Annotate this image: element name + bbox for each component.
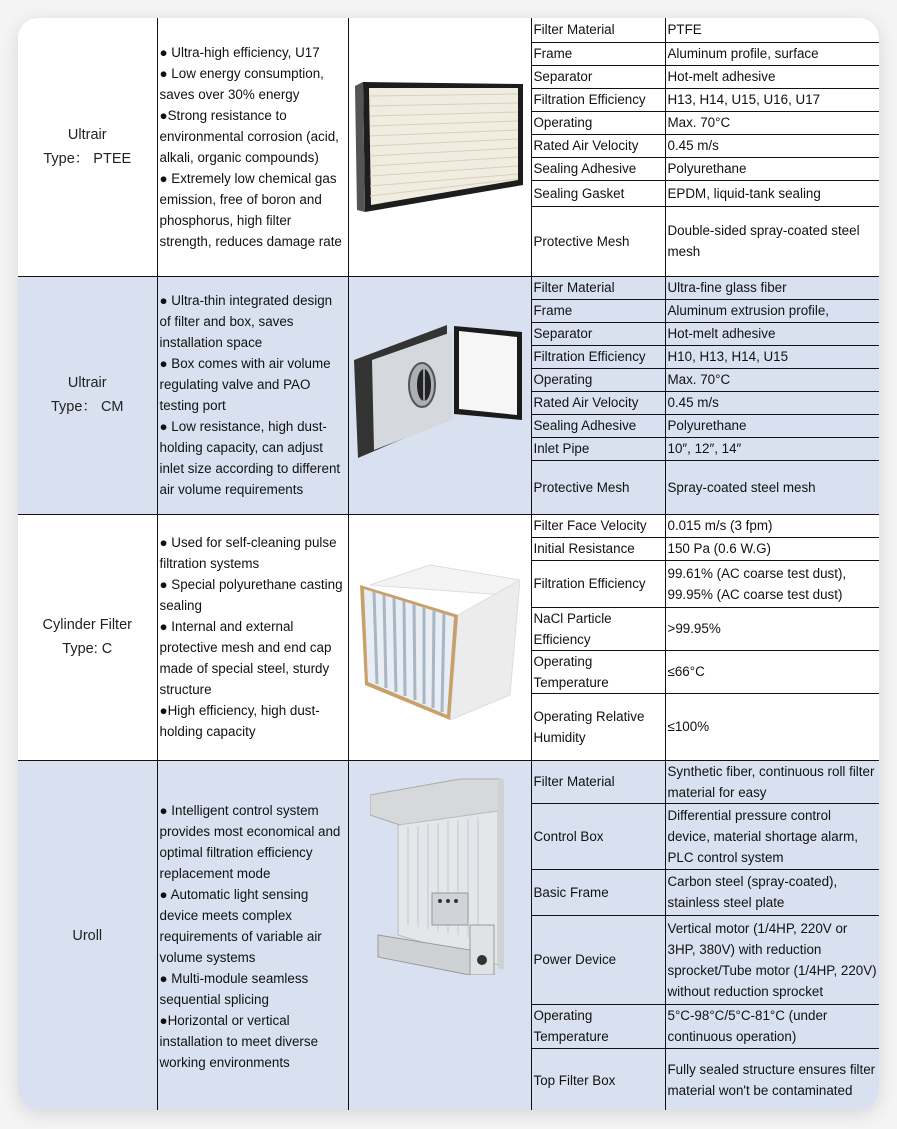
product-name-cell [18, 514, 157, 760]
spec-label: Control Box [531, 803, 665, 869]
spec-label: Operating Temperature [531, 650, 665, 693]
product-name: Ultrair [67, 375, 107, 391]
spec-label: Operating Relative Humidity [531, 693, 665, 760]
spec-value: Spray-coated steel mesh [665, 460, 879, 514]
spec-label: Rated Air Velocity [531, 134, 665, 157]
feature-item: ● Intelligent control system provides most economical and optimal filtration efficiency replacement mode [159, 802, 341, 881]
panel-filter-icon [355, 82, 525, 212]
product-name-cell [18, 276, 157, 514]
feature-item: ●High efficiency, high dust-holding capacity [159, 703, 320, 739]
features-cell [157, 276, 348, 514]
roll-filter-icon [370, 775, 510, 975]
spec-label: Separator [531, 65, 665, 88]
feature-item: ● Used for self-cleaning pulse filtration systems [159, 535, 337, 571]
hepa-panel-filter-image [348, 18, 531, 276]
feature-item: ● Special polyurethane casting sealing [159, 577, 343, 613]
spec-value: Fully sealed structure ensures filter material won't be contaminated [665, 1048, 879, 1110]
roll-filter-unit-image [348, 760, 531, 1110]
feature-item: ● Low resistance, high dust-holding capacity, can adjust inlet size according to different air volume requirements [159, 419, 341, 497]
spec-value: H13, H14, U15, U16, U17 [665, 88, 879, 111]
feature-item: ● Box comes with air volume regulating valve and PAO testing port [159, 356, 331, 413]
spec-value: Synthetic fiber, continuous roll filter material for easy [665, 760, 879, 803]
features-cell [157, 514, 348, 760]
spec-value: 10″, 12″, 14″ [665, 437, 879, 460]
spec-label: Basic Frame [531, 869, 665, 915]
product-type: Type： CM [50, 399, 124, 415]
spec-value: Polyurethane [665, 414, 879, 437]
feature-item: ● Extremely low chemical gas emission, free of boron and phosphorus, high filter strength, reduces damage rate [159, 170, 342, 249]
filter-box-with-valve-image [348, 276, 531, 514]
spec-value: ≤66°C [665, 650, 879, 693]
spec-label: Operating [531, 368, 665, 391]
spec-value: Max. 70°C [665, 111, 879, 134]
spec-label: Filter Material [531, 18, 665, 42]
feature-item: ● Low energy consumption, saves over 30% energy [159, 65, 324, 102]
spec-value: 0.015 m/s (3 fpm) [665, 514, 879, 537]
spec-value: H10, H13, H14, U15 [665, 345, 879, 368]
spec-label: Top Filter Box [531, 1048, 665, 1110]
spec-value: Hot-melt adhesive [665, 65, 879, 88]
spec-value: Ultra-fine glass fiber [665, 276, 879, 299]
spec-label: Protective Mesh [531, 206, 665, 276]
spec-label: Filtration Efficiency [531, 345, 665, 368]
spec-label: Filter Face Velocity [531, 514, 665, 537]
spec-label: Sealing Adhesive [531, 414, 665, 437]
spec-value: 0.45 m/s [665, 134, 879, 157]
spec-label: Sealing Gasket [531, 180, 665, 206]
spec-value: Aluminum profile, surface [665, 42, 879, 65]
spec-label: Filtration Efficiency [531, 560, 665, 607]
spec-label: Operating Temperature [531, 1004, 665, 1048]
spec-label: Filtration Efficiency [531, 88, 665, 111]
spec-value: Differential pressure control device, material shortage alarm, PLC control system [665, 803, 879, 869]
spec-value: Polyurethane [665, 157, 879, 180]
spec-label: Frame [531, 42, 665, 65]
spec-value: Carbon steel (spray-coated), stainless steel plate [665, 869, 879, 915]
product-type: Type: C [62, 641, 113, 657]
features-cell [157, 760, 348, 1110]
filter-box-icon [352, 320, 527, 470]
spec-label: Protective Mesh [531, 460, 665, 514]
feature-item: ● Automatic light sensing device meets complex requirements of variable air volume systems [159, 886, 322, 965]
spec-label: Initial Resistance [531, 537, 665, 560]
spec-value: Hot-melt adhesive [665, 322, 879, 345]
spec-value: EPDM, liquid-tank sealing [665, 180, 879, 206]
spec-value: ≤100% [665, 693, 879, 760]
spec-value: Aluminum extrusion profile, [665, 299, 879, 322]
feature-item: ● Ultra-thin integrated design of filter and box, saves installation space [159, 293, 333, 350]
spec-label: Sealing Adhesive [531, 157, 665, 180]
spec-value: 0.45 m/s [665, 391, 879, 414]
spec-label: Operating [531, 111, 665, 134]
feature-item: ● Ultra-high efficiency, U17 [159, 44, 320, 60]
spec-label: Frame [531, 299, 665, 322]
product-name: Uroll [72, 928, 103, 944]
spec-value: Max. 70°C [665, 368, 879, 391]
spec-label: Rated Air Velocity [531, 391, 665, 414]
product-type: Type： PTEE [43, 150, 132, 167]
features-cell [157, 18, 348, 276]
spec-label: Filter Material [531, 276, 665, 299]
spec-label: Power Device [531, 915, 665, 1004]
product-name: Ultrair [67, 126, 107, 143]
spec-value: 5°C-98°C/5°C-81°C (under continuous operation) [665, 1004, 879, 1048]
product-spec-table [18, 18, 879, 1110]
pocket-filter-icon [360, 555, 520, 720]
feature-item: ●Strong resistance to environmental corrosion (acid, alkali, organic compounds) [159, 107, 339, 165]
spec-value: Double-sided spray-coated steel mesh [665, 206, 879, 276]
feature-item: ● Internal and external protective mesh and end cap made of special steel, sturdy structure [159, 619, 332, 697]
feature-item: ● Multi-module seamless sequential splicing [159, 970, 309, 1007]
spec-label: Inlet Pipe [531, 437, 665, 460]
spec-label: NaCl Particle Efficiency [531, 607, 665, 650]
spec-value: PTFE [665, 18, 879, 42]
feature-item: ●Horizontal or vertical installation to meet diverse working environments [159, 1012, 319, 1070]
spec-value: >99.95% [665, 607, 879, 650]
spec-value: 150 Pa (0.6 W.G) [665, 537, 879, 560]
product-name-cell [18, 18, 157, 276]
bag-pocket-filter-image [348, 514, 531, 760]
spec-label: Filter Material [531, 760, 665, 803]
product-spec-card [18, 18, 879, 1110]
product-name: Cylinder Filter [42, 617, 132, 633]
product-name-cell [18, 760, 157, 1110]
spec-value: Vertical motor (1/4HP, 220V or 3HP, 380V) with reduction sprocket/Tube motor (1/4HP, 220V) without reduction sprocket [665, 915, 879, 1004]
spec-label: Separator [531, 322, 665, 345]
spec-value: 99.61% (AC coarse test dust), 99.95% (AC coarse test dust) [665, 560, 879, 607]
